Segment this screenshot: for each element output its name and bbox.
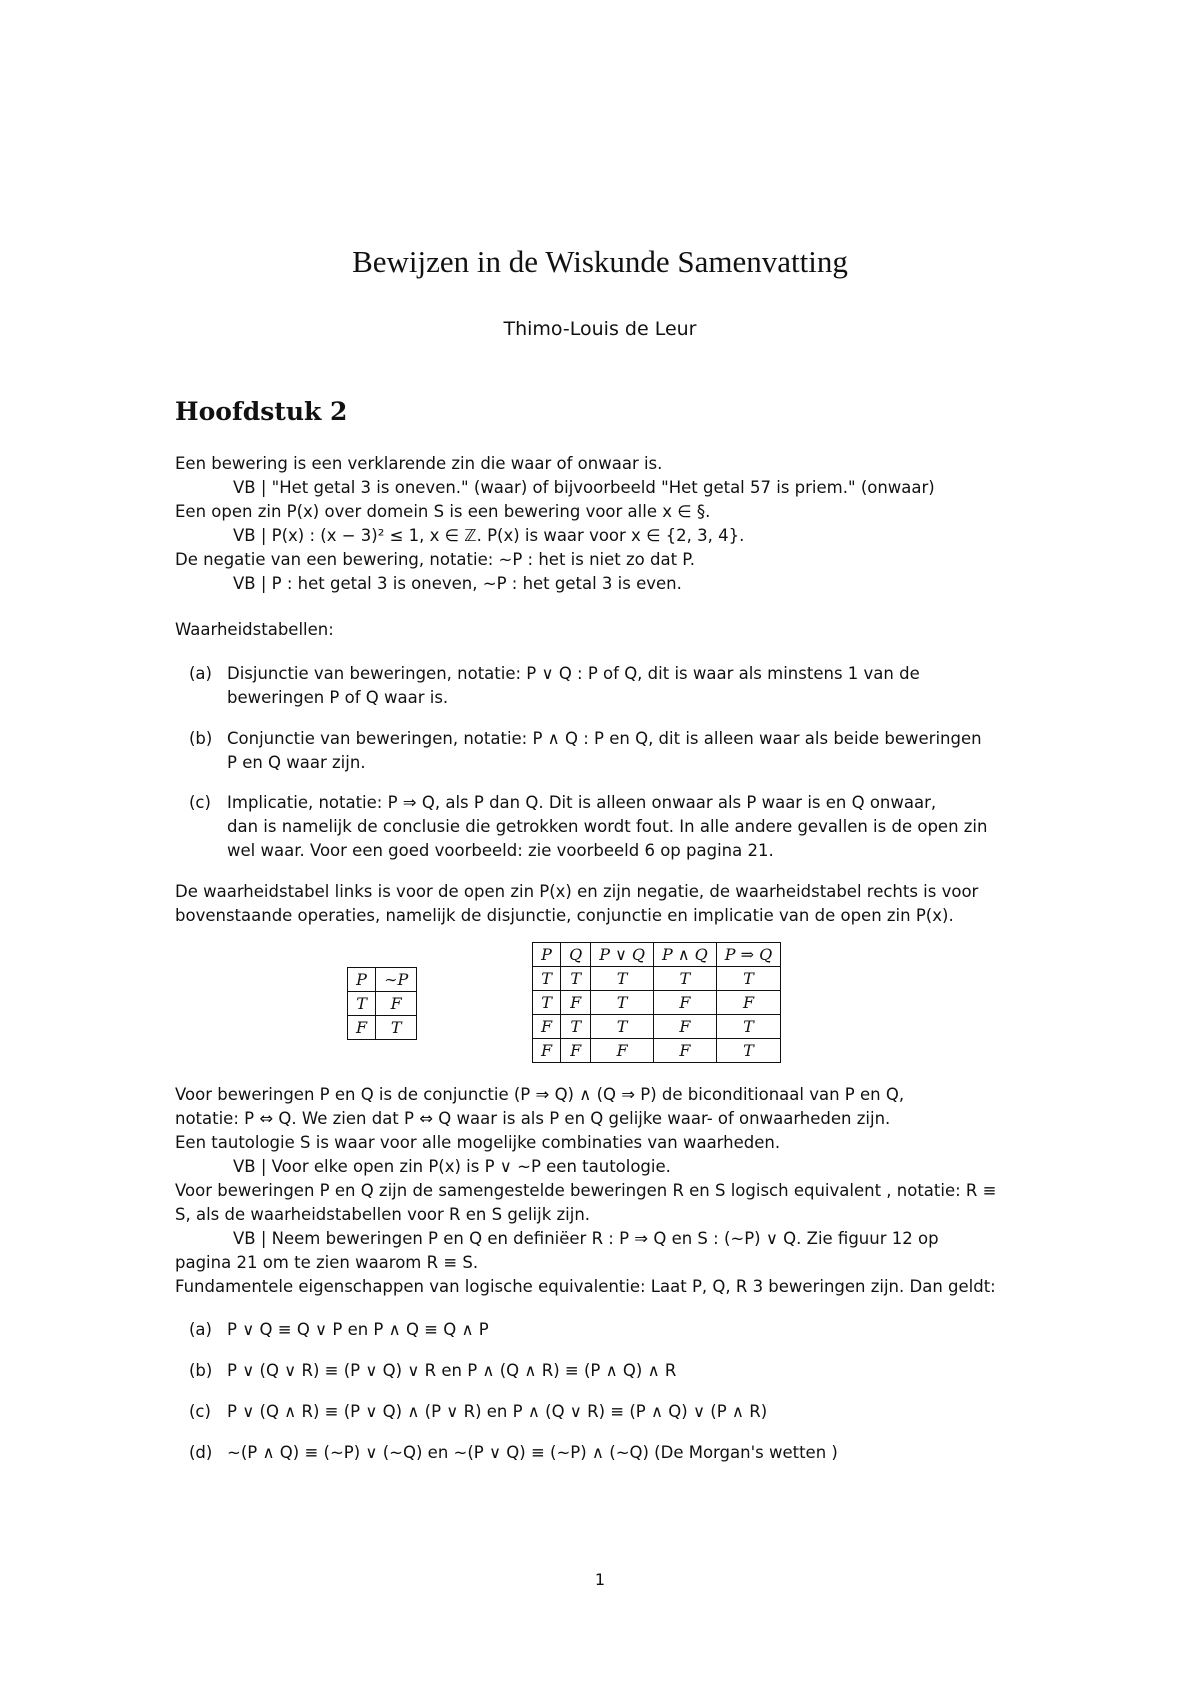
list-item-label: (a) [189,1320,212,1339]
list-item-label: (a) [189,664,212,683]
list-item-line: wel waar. Voor een goed voorbeeld: zie voorbeeld 6 op pagina 21. [227,841,774,860]
table-header-cell: ∼P [376,968,417,992]
text-line: pagina 21 om te zien waarom R ≡ S. [175,1253,479,1272]
list-item [175,791,1035,863]
list-item [175,1359,676,1383]
table-cell: F [376,992,417,1016]
list-item [175,727,1035,775]
table-header-cell: P ⇒ Q [716,943,780,967]
example-line: VB | P(x) : (x − 3)² ≤ 1, x ∈ ℤ. P(x) is waar voor x ∈ {2, 3, 4}. [233,526,745,545]
list-item [175,1318,489,1342]
table-header-cell: P ∨ Q [591,943,654,967]
text-line: Een open zin P(x) over domein S is een bewering voor alle x ∈ §. [175,502,711,521]
example-line: VB | P : het getal 3 is oneven, ∼P : het getal 3 is even. [233,574,682,593]
table-cell: F [654,1039,717,1063]
page-number: 1 [594,1570,606,1589]
table-cell: T [716,967,780,991]
table-cell: T [533,991,561,1015]
table-cell: T [654,967,717,991]
text-line: Voor beweringen P en Q is de conjunctie (P ⇒ Q) ∧ (Q ⇒ P) de biconditionaal van P en Q, [175,1085,905,1104]
text-line: Een tautologie S is waar voor alle mogelijke combinaties van waarheden. [175,1133,781,1152]
example-line: VB | Voor elke open zin P(x) is P ∨ ∼P een tautologie. [233,1157,671,1176]
table-cell: T [591,1015,654,1039]
table-cell: F [533,1039,561,1063]
text-line: De waarheidstabel links is voor de open zin P(x) en zijn negatie, de waarheidstabel rechts is voor [175,882,979,901]
text-line: Fundamentele eigenschappen van logische equivalentie: Laat P, Q, R 3 beweringen zijn. Dan geldt: [175,1277,996,1296]
table-cell: T [716,1039,780,1063]
table-cell: F [716,991,780,1015]
negation-truth-table [347,967,417,1040]
list-item [175,662,1035,710]
table-cell: T [591,967,654,991]
table-cell: F [348,1016,376,1040]
list-item-label: (b) [189,1361,213,1380]
list-item-line: P ∨ (Q ∧ R) ≡ (P ∨ Q) ∧ (P ∨ R) en P ∧ (Q ∨ R) ≡ (P ∧ Q) ∨ (P ∧ R) [227,1402,768,1421]
text-line: S, als de waarheidstabellen voor R en S gelijk zijn. [175,1205,591,1224]
list-item-line: Implicatie, notatie: P ⇒ Q, als P dan Q. Dit is alleen onwaar als P waar is en Q onwaar, [227,793,937,812]
table-cell: F [654,991,717,1015]
table-cell: F [561,991,591,1015]
operations-truth-table [532,942,781,1063]
text-line: Voor beweringen P en Q zijn de samengestelde beweringen R en S logisch equivalent , notatie: R ≡ [175,1181,997,1200]
table-cell: F [533,1015,561,1039]
list-item-line: ∼(P ∧ Q) ≡ (∼P) ∨ (∼Q) en ∼(P ∨ Q) ≡ (∼P) ∧ (∼Q) (De Morgan's wetten ) [227,1443,838,1462]
list-item-line: Conjunctie van beweringen, notatie: P ∧ Q : P en Q, dit is alleen waar als beide beweringen [227,729,982,748]
text-line: notatie: P ⇔ Q. We zien dat P ⇔ Q waar is als P en Q gelijke waar- of onwaarheden zijn. [175,1109,891,1128]
list-item-label: (c) [189,793,211,812]
text-line: De negatie van een bewering, notatie: ∼P : het is niet zo dat P. [175,550,695,569]
document-title: Bewijzen in de Wiskunde Samenvatting [352,244,848,279]
table-cell: T [561,967,591,991]
example-line: VB | "Het getal 3 is oneven." (waar) of bijvoorbeeld "Het getal 57 is priem." (onwaar) [233,478,935,497]
table-cell: F [591,1039,654,1063]
table-cell: F [654,1015,717,1039]
list-item-label: (b) [189,729,213,748]
table-header-cell: Q [561,943,591,967]
equivalence-block [175,1083,1035,1299]
table-cell: T [348,992,376,1016]
list-item-line: beweringen P of Q waar is. [227,688,449,707]
list-item [175,1400,767,1424]
list-item-line: P ∨ Q ≡ Q ∨ P en P ∧ Q ≡ Q ∧ P [227,1320,489,1339]
chapter-heading: Hoofdstuk 2 [175,397,348,426]
document-author: Thimo-Louis de Leur [503,318,697,340]
text-line: Een bewering is een verklarende zin die waar of onwaar is. [175,454,663,473]
list-item [175,1441,838,1465]
example-line: VB | Neem beweringen P en Q en definiëer R : P ⇒ Q en S : (∼P) ∨ Q. Zie figuur 12 op [233,1229,939,1248]
list-item-line: Disjunctie van beweringen, notatie: P ∨ Q : P of Q, dit is waar als minstens 1 van de [227,664,920,683]
definitions-block [175,452,1035,596]
table-cell: T [533,967,561,991]
table-header-cell: P [533,943,561,967]
list-item-line: P en Q waar zijn. [227,753,366,772]
table-header-cell: P [348,968,376,992]
list-item-line: P ∨ (Q ∨ R) ≡ (P ∨ Q) ∨ R en P ∧ (Q ∧ R) ≡ (P ∧ Q) ∧ R [227,1361,677,1380]
list-item-label: (d) [189,1443,213,1462]
table-cell: T [591,991,654,1015]
list-item-line: dan is namelijk de conclusie die getrokken wordt fout. In alle andere gevallen is de open zin [227,817,988,836]
text-line: bovenstaande operaties, namelijk de disjunctie, conjunctie en implicatie van de open zin P(x). [175,906,954,925]
table-cell: T [716,1015,780,1039]
table-cell: T [376,1016,417,1040]
list-item-label: (c) [189,1402,211,1421]
table-cell: F [561,1039,591,1063]
table-header-cell: P ∧ Q [654,943,717,967]
table-cell: T [561,1015,591,1039]
truth-tables-label: Waarheidstabellen: [175,620,334,639]
truth-table-intro [175,880,1035,928]
